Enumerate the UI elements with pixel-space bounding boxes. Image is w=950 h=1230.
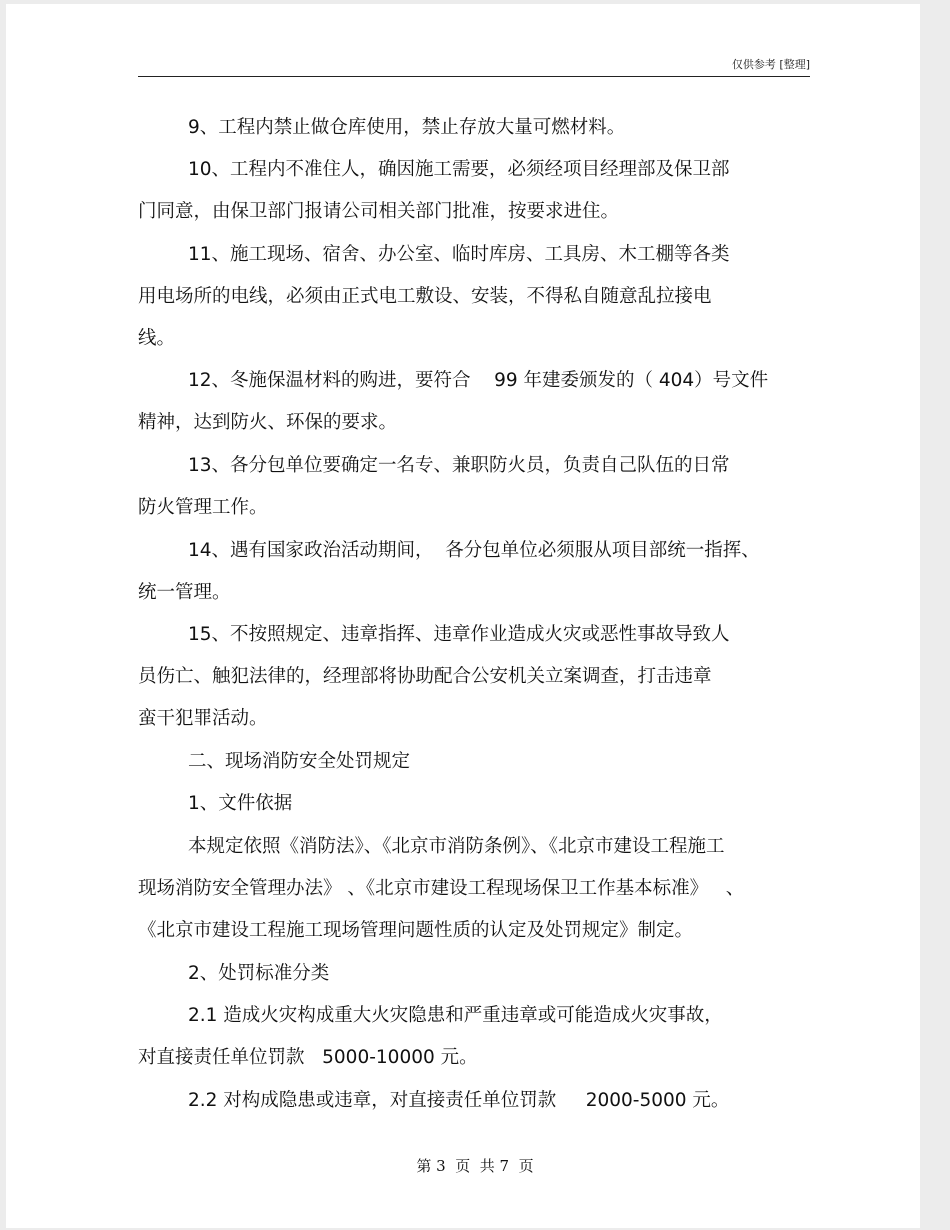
body-line: 员伤亡、触犯法律的，经理部将协助配合公安机关立案调查，打击违章 <box>138 666 712 687</box>
body-line: 防火管理工作。 <box>138 497 268 518</box>
body-line: 《北京市建设工程施工现场管理问题性质的认定及处罚规定》制定。 <box>138 920 694 941</box>
body-line: 用电场所的电线，必须由正式电工敷设、安装，不得私自随意乱拉接电 <box>138 286 712 307</box>
body-line: 2.1 造成火灾构成重大火灾隐患和严重违章或可能造成火灾事故， <box>188 1005 723 1026</box>
body-line: 本规定依照《消防法》、《北京市消防条例》、《北京市建设工程施工 <box>188 836 725 857</box>
body-line: 12、冬施保温材料的购进，要符合 99 年建委颁发的（ 404）号文件 <box>188 370 769 391</box>
body-line: 线。 <box>138 328 176 349</box>
body-line: 11、施工现场、宿舍、办公室、临时库房、工具房、木工棚等各类 <box>188 244 730 265</box>
subsection-heading: 2、处罚标准分类 <box>188 963 330 984</box>
header-rule <box>138 76 810 77</box>
body-line: 14、遇有国家政治活动期间， 各分包单位必须服从项目部统一指挥、 <box>188 540 760 561</box>
page-header-note: 仅供参考 [整理] <box>731 58 810 71</box>
body-line: 15、不按照规定、违章指挥、违章作业造成火灾或恶性事故导致人 <box>188 624 730 645</box>
subsection-heading: 1、文件依据 <box>188 793 293 814</box>
page-number-footer: 第 3 页 共 7 页 <box>416 1157 534 1175</box>
body-line: 13、各分包单位要确定一名专、兼职防火员，负责自己队伍的日常 <box>188 455 730 476</box>
document-page <box>6 4 920 1228</box>
section-heading: 二、现场消防安全处罚规定 <box>188 751 411 772</box>
body-line: 对直接责任单位罚款 5000-10000 元。 <box>138 1047 478 1068</box>
body-line: 蛮干犯罪活动。 <box>138 708 268 729</box>
body-line: 2.2 对构成隐患或违章，对直接责任单位罚款 2000-5000 元。 <box>188 1090 730 1111</box>
body-line: 现场消防安全管理办法》 、《北京市建设工程现场保卫工作基本标准》 、 <box>138 878 745 899</box>
body-line: 精神，达到防火、环保的要求。 <box>138 412 398 433</box>
body-line: 10、工程内不准住人，确因施工需要，必须经项目经理部及保卫部 <box>188 159 730 180</box>
body-line: 9、工程内禁止做仓库使用，禁止存放大量可燃材料。 <box>188 117 626 138</box>
body-line: 统一管理。 <box>138 582 231 603</box>
body-line: 门同意，由保卫部门报请公司相关部门批准，按要求进住。 <box>138 201 620 222</box>
